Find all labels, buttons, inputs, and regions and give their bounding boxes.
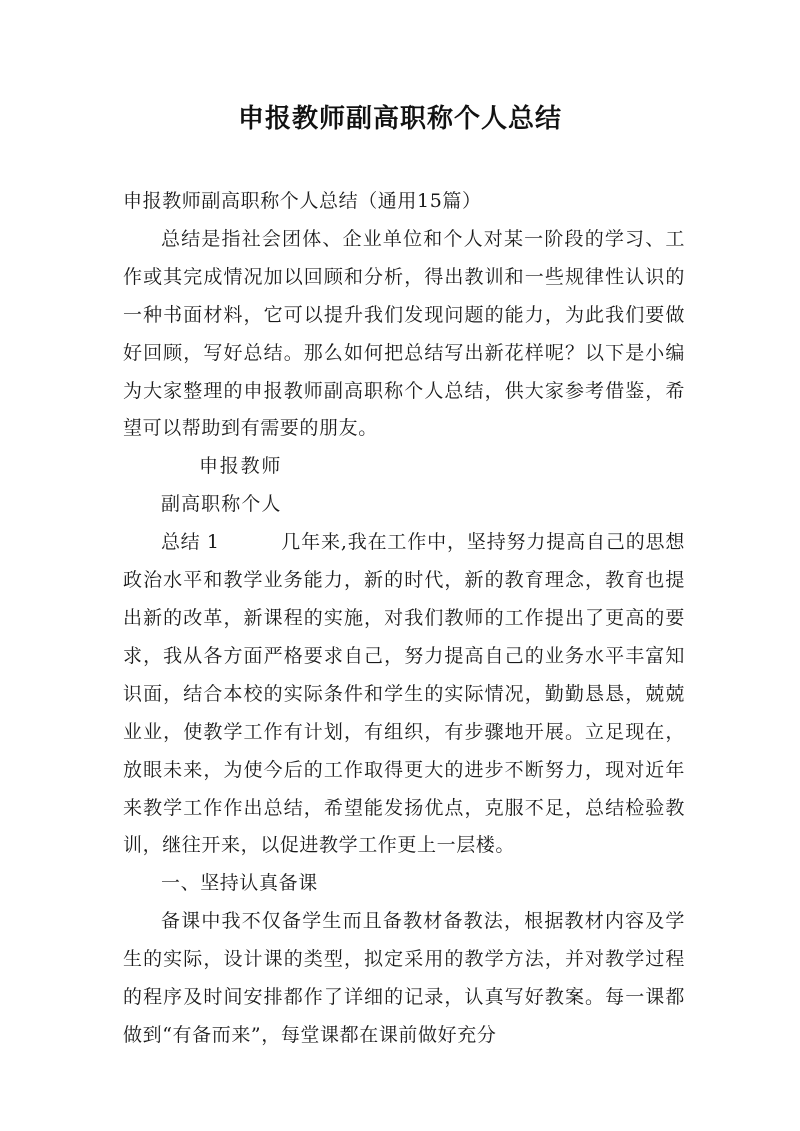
section-1-heading: 申报教师副高职称个人总结 1 (161, 455, 281, 554)
document-title: 申报教师副高职称个人总结 (237, 104, 562, 134)
document-subtitle: 申报教师副高职称个人总结（通用15篇） (123, 190, 482, 212)
intro-paragraph: 总结是指社会团体、企业单位和个人对某一阶段的学习、工作或其完成情况加以回顾和分析，得出教训和一些规律性认识的一种书面材料，它可以提升我们发现问题的能力，为此我们要做好回顾，写好总结。那么如何把总结写出新花样呢？以下是小编为大家整理的申报教师副高职称个人总结，供大家参考借鉴，希望可以帮助到有需要的朋友。 (123, 227, 685, 440)
section-1-text: 几年来,我在工作中，坚持努力提高自己的思想政治水平和教学业务能力，新的时代，新的教育理念，教育也提出新的改革，新课程的实施，对我们教师的工作提出了更高的要求，我从各方面严格要求自己，努力提高自己的业务水平丰富知识面，结合本校的实际条件和学生的实际情况，勤勤恳恳，兢兢业业，使教学工作有计划，有组织，有步骤地开展。立足现在，放眼未来，为使今后的工作取得更大的进步不断努力，现对近年来教学工作作出总结，希望能发扬优点，克服不足，总结检验教训，继往开来，以促进教学工作更上一层楼。 (123, 531, 685, 857)
document-body (123, 183, 685, 1055)
section-1-paragraph (123, 448, 685, 865)
point-1-heading: 一、坚持认真备课 (161, 872, 318, 895)
point-1-paragraph: 备课中我不仅备学生而且备教材备教法，根据教材内容及学生的实际，设计课的类型，拟定采用的教学方法，并对教学过程的程序及时间安排都作了详细的记录，认真写好教案。每一课都做到“有备而来”，每堂课都在课前做好充分 (123, 910, 685, 1046)
